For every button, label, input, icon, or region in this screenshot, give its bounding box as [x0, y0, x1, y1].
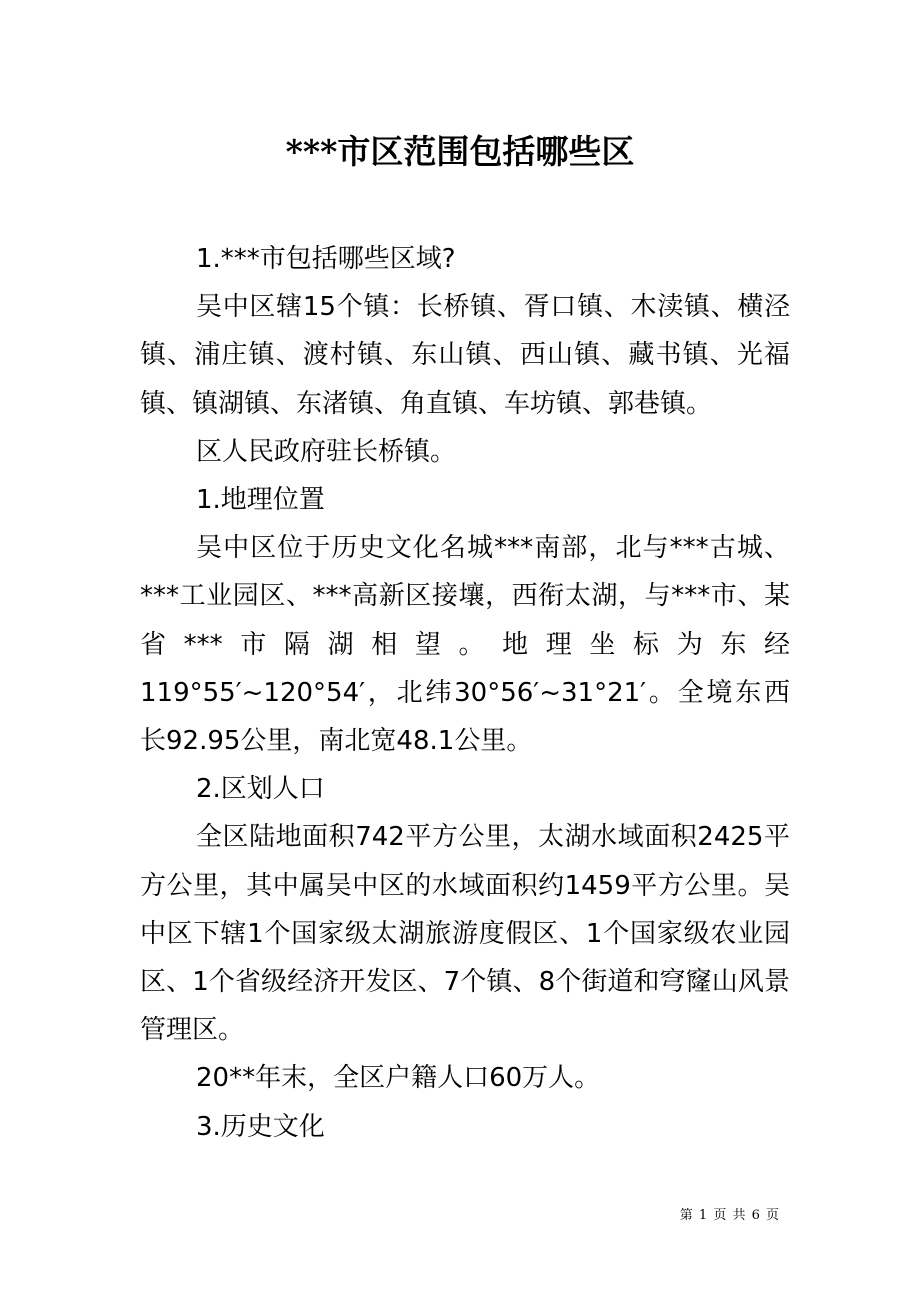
paragraph-heading-location: 1.地理位置: [196, 485, 325, 516]
paragraph-heading-regions: 1.***市包括哪些区域?: [196, 244, 456, 274]
page-title: ***市区范围包括哪些区: [285, 132, 635, 171]
paragraph-location: 吴中区位于历史文化名城***南部，北与***古城、***工业园区、***高新区接壤，西衔太湖，与***市、某省***市隔湖相望。地理坐标为东经119°55′~120°54′，北纬30°56′~31°21′。全境东西长92.95公里，南北宽48.1公里。: [140, 533, 790, 757]
paragraph-government-seat: 区人民政府驻长桥镇。: [196, 436, 457, 467]
paragraph-population: 20**年末，全区户籍人口60万人。: [196, 1063, 601, 1094]
paragraph-towns: 吴中区辖15个镇：长桥镇、胥口镇、木渎镇、横泾镇、浦庄镇、渡村镇、东山镇、西山镇、藏书镇、光福镇、镇湖镇、东渚镇、角直镇、车坊镇、郭巷镇。: [140, 292, 790, 419]
document-body: [140, 235, 790, 1151]
page-number-footer: 第 1 页 共 6 页: [679, 1208, 780, 1223]
paragraph-heading-population: 2.区划人口: [196, 774, 325, 805]
paragraph-area: 全区陆地面积742平方公里，太湖水域面积2425平方公里，其中属吴中区的水域面积约1459平方公里。吴中区下辖1个国家级太湖旅游度假区、1个国家级农业园区、1个省级经济开发区、7个镇、8个街道和穹窿山风景管理区。: [140, 822, 790, 1046]
paragraph-heading-history: 3.历史文化: [196, 1111, 325, 1142]
